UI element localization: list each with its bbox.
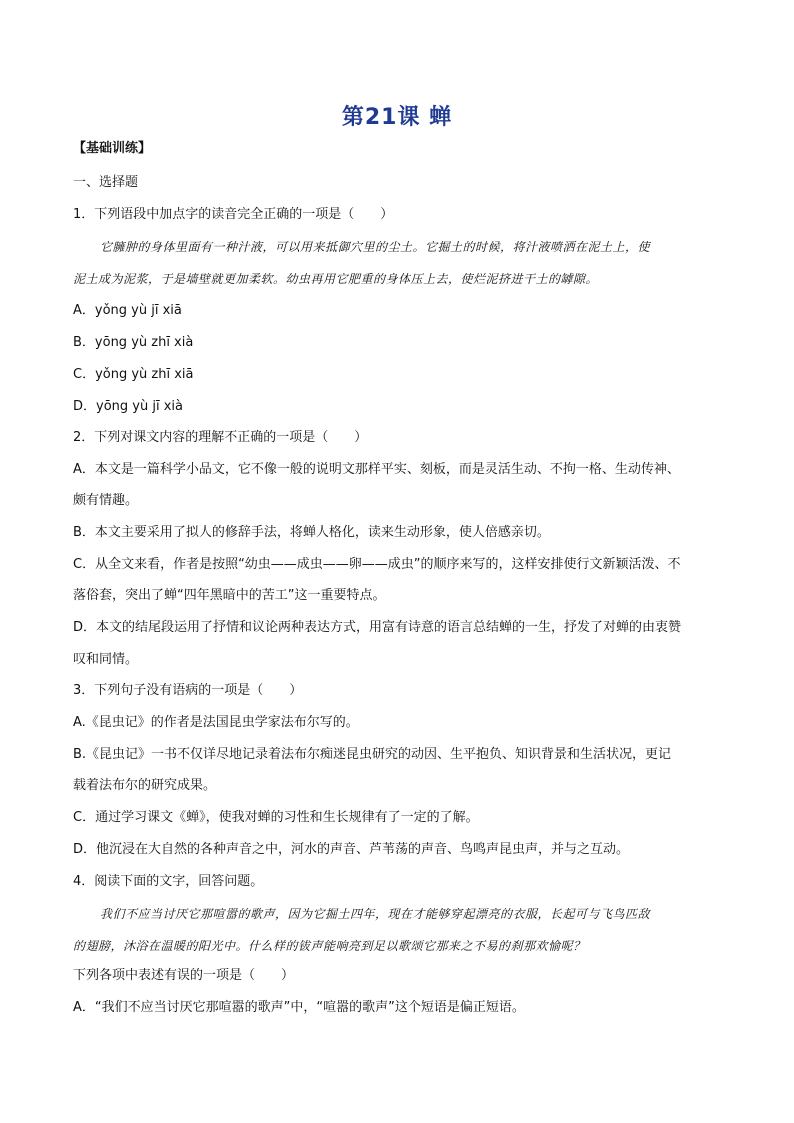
- q1-option-b: B．yōng yù zhī xià: [73, 335, 194, 350]
- q2-option-a-line-2: 颇有情趣。: [73, 493, 139, 508]
- q3-option-b-line-2: 载着法布尔的研究成果。: [73, 778, 217, 793]
- q1-option-a: A．yǒng yù jī xiā: [73, 303, 182, 318]
- question-1-stem: 1．下列语段中加点字的读音完全正确的一项是（ ）: [73, 207, 394, 222]
- q4-passage-line-1: 我们不应当讨厌它那喧嚣的歌声，因为它掘土四年，现在才能够穿起漂亮的衣服，长起可与飞鸟匹敌: [100, 907, 651, 921]
- page-title: 第21课 蝉: [341, 105, 453, 130]
- q3-option-a: A.《昆虫记》的作者是法国昆虫学家法布尔写的。: [73, 715, 359, 730]
- q3-option-b-line-1: B.《昆虫记》一书不仅详尽地记录着法布尔痴迷昆虫研究的动因、生平抱负、知识背景和生活状况，更记: [73, 747, 672, 762]
- q1-option-c: C．yǒng yù zhī xiā: [73, 367, 194, 382]
- q1-passage-line-1: 它臃肿的身体里面有一种汁液，可以用来抵御穴里的尘土。它掘土的时候，将汁液喷洒在泥土上，使: [100, 240, 651, 254]
- question-2-stem: 2．下列对课文内容的理解不正确的一项是（ ）: [73, 430, 368, 445]
- q2-option-d-line-1: D．本文的结尾段运用了抒情和议论两种表达方式，用富有诗意的语言总结蝉的一生，抒发了对蝉的由衷赞: [73, 620, 682, 635]
- q2-option-a-line-1: A．本文是一篇科学小品文，它不像一般的说明文那样平实、刻板，而是灵活生动、不拘一格、生动传神、: [73, 462, 680, 477]
- q1-option-d: D．yōng yù jī xià: [73, 399, 183, 414]
- q3-option-d: D．他沉浸在大自然的各种声音之中，河水的声音、芦苇荡的声音、鸟鸣声昆虫声，并与之互动。: [73, 842, 630, 857]
- q2-option-c-line-1: C．从全文来看，作者是按照“幼虫——成虫——卵——成虫”的顺序来写的，这样安排使行文新颖活泼、不: [73, 557, 681, 572]
- q2-option-d-line-2: 叹和同情。: [73, 652, 139, 667]
- q2-option-c-line-2: 落俗套，突出了蝉“四年黑暗中的苦工”这一重要特点。: [73, 588, 386, 603]
- q1-passage-line-2: 泥土成为泥浆，于是墙壁就更加柔软。幼虫再用它肥重的身体压上去，使烂泥挤进干土的罅隙。: [73, 272, 599, 286]
- q4-sub-stem: 下列各项中表述有误的一项是（ ）: [73, 968, 295, 983]
- q4-option-a: A．“我们不应当讨厌它那喧嚣的歌声”中，“喧嚣的歌声”这个短语是偏正短语。: [73, 1000, 525, 1015]
- part-heading: 一、选择题: [73, 175, 139, 190]
- question-3-stem: 3．下列句子没有语病的一项是（ ）: [73, 683, 303, 698]
- section-label: 【基础训练】: [73, 141, 152, 156]
- q2-option-b: B．本文主要采用了拟人的修辞手法，将蝉人格化，读来生动形象，使人倍感亲切。: [73, 525, 550, 540]
- q3-option-c: C．通过学习课文《蝉》，使我对蝉的习性和生长规律有了一定的了解。: [73, 810, 479, 825]
- q4-passage-line-2: 的翅膀，沐浴在温暖的阳光中。什么样的钹声能响亮到足以歌颂它那来之不易的刹那欢愉呢？: [73, 939, 586, 953]
- question-4-stem: 4．阅读下面的文字，回答问题。: [73, 874, 264, 889]
